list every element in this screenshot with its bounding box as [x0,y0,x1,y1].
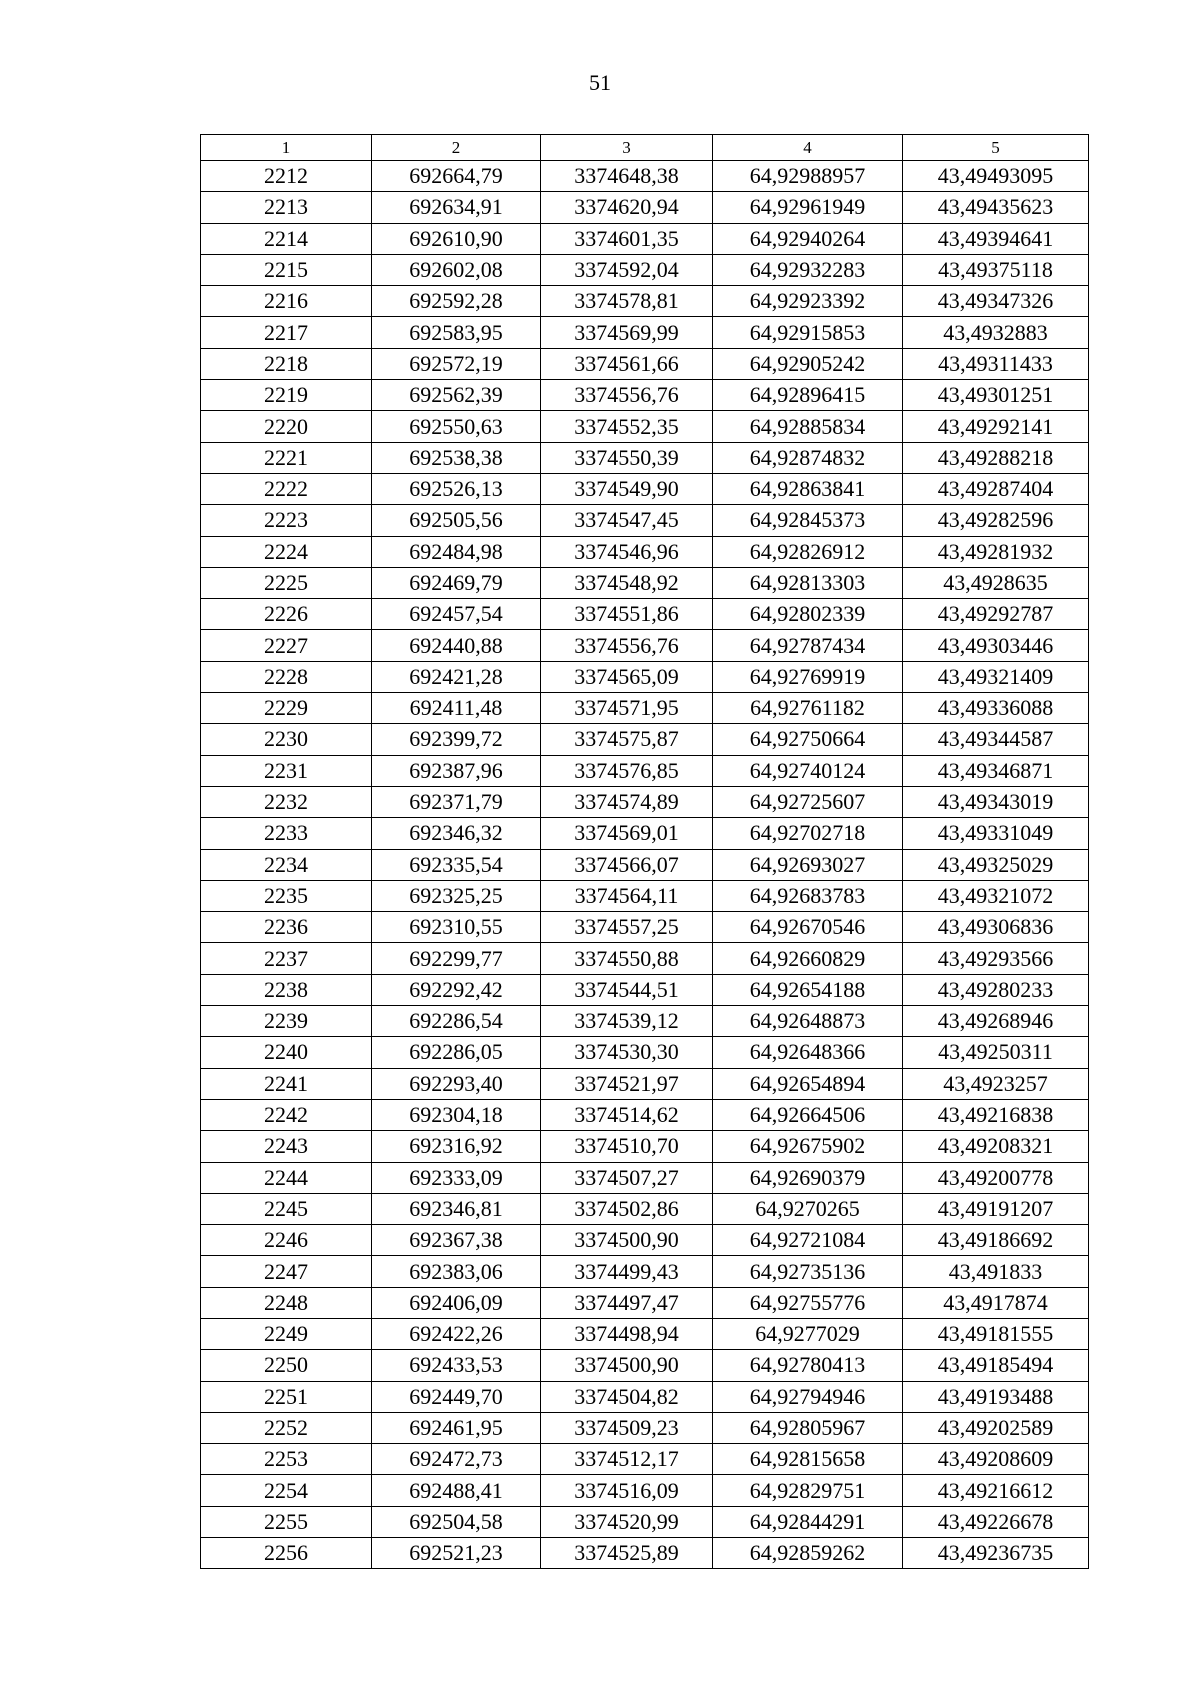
y-coordinate-cell: 3374565,09 [541,661,713,692]
longitude-cell: 43,4932883 [903,317,1089,348]
longitude-cell: 43,49292141 [903,411,1089,442]
longitude-cell: 43,49343019 [903,786,1089,817]
table-row [201,536,1089,567]
y-coordinate-cell: 3374557,25 [541,912,713,943]
table-row [201,411,1089,442]
table-row [201,1037,1089,1068]
longitude-cell: 43,49301251 [903,380,1089,411]
latitude-cell: 64,92648366 [713,1037,903,1068]
y-coordinate-cell: 3374498,94 [541,1318,713,1349]
longitude-cell: 43,49216612 [903,1475,1089,1506]
longitude-cell: 43,4928635 [903,567,1089,598]
y-coordinate-cell: 3374547,45 [541,505,713,536]
y-coordinate-cell: 3374578,81 [541,286,713,317]
latitude-cell: 64,92940264 [713,223,903,254]
latitude-cell: 64,92769919 [713,661,903,692]
point-number-cell: 2252 [201,1412,372,1443]
x-coordinate-cell: 692411,48 [372,693,541,724]
point-number-cell: 2242 [201,1099,372,1130]
table-row [201,1381,1089,1412]
longitude-cell: 43,49250311 [903,1037,1089,1068]
latitude-cell: 64,92826912 [713,536,903,567]
latitude-cell: 64,92725607 [713,786,903,817]
point-number-cell: 2227 [201,630,372,661]
point-number-cell: 2231 [201,755,372,786]
x-coordinate-cell: 692387,96 [372,755,541,786]
point-number-cell: 2225 [201,567,372,598]
longitude-cell: 43,49311433 [903,348,1089,379]
latitude-cell: 64,92932283 [713,254,903,285]
longitude-cell: 43,4917874 [903,1287,1089,1318]
x-coordinate-cell: 692406,09 [372,1287,541,1318]
table-row [201,1193,1089,1224]
point-number-cell: 2247 [201,1256,372,1287]
x-coordinate-cell: 692333,09 [372,1162,541,1193]
point-number-cell: 2254 [201,1475,372,1506]
longitude-cell: 43,49185494 [903,1350,1089,1381]
x-coordinate-cell: 692299,77 [372,943,541,974]
x-coordinate-cell: 692335,54 [372,849,541,880]
y-coordinate-cell: 3374569,01 [541,818,713,849]
latitude-cell: 64,92690379 [713,1162,903,1193]
longitude-cell: 43,49202589 [903,1412,1089,1443]
longitude-cell: 43,49288218 [903,442,1089,473]
latitude-cell: 64,92988957 [713,161,903,192]
y-coordinate-cell: 3374516,09 [541,1475,713,1506]
longitude-cell: 43,49282596 [903,505,1089,536]
longitude-cell: 43,49303446 [903,630,1089,661]
x-coordinate-cell: 692433,53 [372,1350,541,1381]
table-row [201,849,1089,880]
x-coordinate-cell: 692316,92 [372,1131,541,1162]
point-number-cell: 2246 [201,1225,372,1256]
column-header-1: 1 [201,135,372,161]
y-coordinate-cell: 3374509,23 [541,1412,713,1443]
x-coordinate-cell: 692664,79 [372,161,541,192]
latitude-cell: 64,92905242 [713,348,903,379]
y-coordinate-cell: 3374620,94 [541,192,713,223]
longitude-cell: 43,49281932 [903,536,1089,567]
y-coordinate-cell: 3374502,86 [541,1193,713,1224]
x-coordinate-cell: 692592,28 [372,286,541,317]
longitude-cell: 43,4923257 [903,1068,1089,1099]
longitude-cell: 43,49394641 [903,223,1089,254]
table-row [201,724,1089,755]
longitude-cell: 43,49347326 [903,286,1089,317]
table-row [201,380,1089,411]
y-coordinate-cell: 3374550,39 [541,442,713,473]
table-row [201,912,1089,943]
point-number-cell: 2236 [201,912,372,943]
table-row [201,1131,1089,1162]
x-coordinate-cell: 692484,98 [372,536,541,567]
table-row [201,880,1089,911]
longitude-cell: 43,49236735 [903,1538,1089,1569]
table-row [201,755,1089,786]
latitude-cell: 64,92923392 [713,286,903,317]
longitude-cell: 43,49375118 [903,254,1089,285]
latitude-cell: 64,92961949 [713,192,903,223]
y-coordinate-cell: 3374592,04 [541,254,713,285]
y-coordinate-cell: 3374507,27 [541,1162,713,1193]
point-number-cell: 2235 [201,880,372,911]
point-number-cell: 2226 [201,599,372,630]
y-coordinate-cell: 3374549,90 [541,473,713,504]
x-coordinate-cell: 692286,05 [372,1037,541,1068]
table-row [201,1006,1089,1037]
x-coordinate-cell: 692583,95 [372,317,541,348]
table-row [201,661,1089,692]
y-coordinate-cell: 3374556,76 [541,380,713,411]
coordinates-table [200,134,1089,1569]
point-number-cell: 2220 [201,411,372,442]
y-coordinate-cell: 3374500,90 [541,1225,713,1256]
table-row [201,1068,1089,1099]
y-coordinate-cell: 3374520,99 [541,1506,713,1537]
longitude-cell: 43,49346871 [903,755,1089,786]
y-coordinate-cell: 3374571,95 [541,693,713,724]
x-coordinate-cell: 692634,91 [372,192,541,223]
longitude-cell: 43,49208321 [903,1131,1089,1162]
x-coordinate-cell: 692346,32 [372,818,541,849]
latitude-cell: 64,92654894 [713,1068,903,1099]
latitude-cell: 64,92654188 [713,974,903,1005]
y-coordinate-cell: 3374544,51 [541,974,713,1005]
point-number-cell: 2248 [201,1287,372,1318]
longitude-cell: 43,49191207 [903,1193,1089,1224]
point-number-cell: 2215 [201,254,372,285]
y-coordinate-cell: 3374564,11 [541,880,713,911]
table-body [201,161,1089,1569]
point-number-cell: 2217 [201,317,372,348]
table-row [201,567,1089,598]
point-number-cell: 2249 [201,1318,372,1349]
table-header [201,135,1089,161]
longitude-cell: 43,49435623 [903,192,1089,223]
table-row [201,1225,1089,1256]
point-number-cell: 2216 [201,286,372,317]
column-header-4: 4 [713,135,903,161]
page-number: 51 [589,70,611,95]
y-coordinate-cell: 3374546,96 [541,536,713,567]
latitude-cell: 64,92794946 [713,1381,903,1412]
point-number-cell: 2253 [201,1444,372,1475]
table-row [201,223,1089,254]
latitude-cell: 64,92675902 [713,1131,903,1162]
y-coordinate-cell: 3374576,85 [541,755,713,786]
latitude-cell: 64,92813303 [713,567,903,598]
table-row [201,1318,1089,1349]
table-row [201,1506,1089,1537]
table-row [201,505,1089,536]
longitude-cell: 43,49287404 [903,473,1089,504]
y-coordinate-cell: 3374500,90 [541,1350,713,1381]
y-coordinate-cell: 3374561,66 [541,348,713,379]
x-coordinate-cell: 692457,54 [372,599,541,630]
latitude-cell: 64,9277029 [713,1318,903,1349]
table-row [201,630,1089,661]
x-coordinate-cell: 692421,28 [372,661,541,692]
x-coordinate-cell: 692449,70 [372,1381,541,1412]
longitude-cell: 43,491833 [903,1256,1089,1287]
longitude-cell: 43,49268946 [903,1006,1089,1037]
longitude-cell: 43,49226678 [903,1506,1089,1537]
y-coordinate-cell: 3374497,47 [541,1287,713,1318]
y-coordinate-cell: 3374566,07 [541,849,713,880]
x-coordinate-cell: 692422,26 [372,1318,541,1349]
x-coordinate-cell: 692383,06 [372,1256,541,1287]
x-coordinate-cell: 692304,18 [372,1099,541,1130]
y-coordinate-cell: 3374550,88 [541,943,713,974]
table-row [201,1162,1089,1193]
point-number-cell: 2238 [201,974,372,1005]
latitude-cell: 64,92845373 [713,505,903,536]
x-coordinate-cell: 692367,38 [372,1225,541,1256]
latitude-cell: 64,92802339 [713,599,903,630]
table-row [201,818,1089,849]
table-row [201,442,1089,473]
table-row [201,786,1089,817]
y-coordinate-cell: 3374548,92 [541,567,713,598]
point-number-cell: 2256 [201,1538,372,1569]
point-number-cell: 2255 [201,1506,372,1537]
table-row [201,1287,1089,1318]
longitude-cell: 43,49336088 [903,693,1089,724]
x-coordinate-cell: 692469,79 [372,567,541,598]
point-number-cell: 2229 [201,693,372,724]
latitude-cell: 64,92885834 [713,411,903,442]
table-row [201,161,1089,192]
y-coordinate-cell: 3374552,35 [541,411,713,442]
latitude-cell: 64,92844291 [713,1506,903,1537]
table-row [201,286,1089,317]
y-coordinate-cell: 3374575,87 [541,724,713,755]
longitude-cell: 43,49200778 [903,1162,1089,1193]
x-coordinate-cell: 692325,25 [372,880,541,911]
latitude-cell: 64,92664506 [713,1099,903,1130]
x-coordinate-cell: 692461,95 [372,1412,541,1443]
point-number-cell: 2224 [201,536,372,567]
latitude-cell: 64,92787434 [713,630,903,661]
table-row [201,1099,1089,1130]
longitude-cell: 43,49331049 [903,818,1089,849]
x-coordinate-cell: 692346,81 [372,1193,541,1224]
latitude-cell: 64,92670546 [713,912,903,943]
longitude-cell: 43,49186692 [903,1225,1089,1256]
x-coordinate-cell: 692399,72 [372,724,541,755]
y-coordinate-cell: 3374574,89 [541,786,713,817]
x-coordinate-cell: 692293,40 [372,1068,541,1099]
y-coordinate-cell: 3374551,86 [541,599,713,630]
latitude-cell: 64,92815658 [713,1444,903,1475]
y-coordinate-cell: 3374569,99 [541,317,713,348]
point-number-cell: 2212 [201,161,372,192]
table-row [201,473,1089,504]
x-coordinate-cell: 692610,90 [372,223,541,254]
latitude-cell: 64,92702718 [713,818,903,849]
y-coordinate-cell: 3374525,89 [541,1538,713,1569]
latitude-cell: 64,92805967 [713,1412,903,1443]
latitude-cell: 64,92915853 [713,317,903,348]
table-row [201,1538,1089,1569]
longitude-cell: 43,49292787 [903,599,1089,630]
x-coordinate-cell: 692504,58 [372,1506,541,1537]
latitude-cell: 64,92648873 [713,1006,903,1037]
longitude-cell: 43,49306836 [903,912,1089,943]
point-number-cell: 2239 [201,1006,372,1037]
y-coordinate-cell: 3374510,70 [541,1131,713,1162]
latitude-cell: 64,92896415 [713,380,903,411]
longitude-cell: 43,49325029 [903,849,1089,880]
latitude-cell: 64,92740124 [713,755,903,786]
table-row [201,693,1089,724]
point-number-cell: 2234 [201,849,372,880]
table-row [201,1256,1089,1287]
point-number-cell: 2223 [201,505,372,536]
longitude-cell: 43,49181555 [903,1318,1089,1349]
longitude-cell: 43,49193488 [903,1381,1089,1412]
point-number-cell: 2222 [201,473,372,504]
latitude-cell: 64,92829751 [713,1475,903,1506]
point-number-cell: 2214 [201,223,372,254]
x-coordinate-cell: 692310,55 [372,912,541,943]
column-header-2: 2 [372,135,541,161]
latitude-cell: 64,92859262 [713,1538,903,1569]
table-row [201,254,1089,285]
table-row [201,317,1089,348]
x-coordinate-cell: 692526,13 [372,473,541,504]
latitude-cell: 64,92721084 [713,1225,903,1256]
point-number-cell: 2250 [201,1350,372,1381]
longitude-cell: 43,49208609 [903,1444,1089,1475]
latitude-cell: 64,92683783 [713,880,903,911]
latitude-cell: 64,92874832 [713,442,903,473]
x-coordinate-cell: 692538,38 [372,442,541,473]
table-row [201,1350,1089,1381]
x-coordinate-cell: 692472,73 [372,1444,541,1475]
y-coordinate-cell: 3374601,35 [541,223,713,254]
y-coordinate-cell: 3374530,30 [541,1037,713,1068]
y-coordinate-cell: 3374521,97 [541,1068,713,1099]
latitude-cell: 64,92735136 [713,1256,903,1287]
x-coordinate-cell: 692292,42 [372,974,541,1005]
x-coordinate-cell: 692572,19 [372,348,541,379]
y-coordinate-cell: 3374512,17 [541,1444,713,1475]
column-header-5: 5 [903,135,1089,161]
longitude-cell: 43,49493095 [903,161,1089,192]
point-number-cell: 2221 [201,442,372,473]
x-coordinate-cell: 692602,08 [372,254,541,285]
latitude-cell: 64,92750664 [713,724,903,755]
y-coordinate-cell: 3374499,43 [541,1256,713,1287]
point-number-cell: 2237 [201,943,372,974]
point-number-cell: 2241 [201,1068,372,1099]
point-number-cell: 2219 [201,380,372,411]
y-coordinate-cell: 3374504,82 [541,1381,713,1412]
x-coordinate-cell: 692488,41 [372,1475,541,1506]
point-number-cell: 2218 [201,348,372,379]
point-number-cell: 2213 [201,192,372,223]
longitude-cell: 43,49280233 [903,974,1089,1005]
longitude-cell: 43,49344587 [903,724,1089,755]
x-coordinate-cell: 692286,54 [372,1006,541,1037]
y-coordinate-cell: 3374556,76 [541,630,713,661]
point-number-cell: 2245 [201,1193,372,1224]
latitude-cell: 64,9270265 [713,1193,903,1224]
table-row [201,348,1089,379]
table-row [201,974,1089,1005]
latitude-cell: 64,92780413 [713,1350,903,1381]
table-row [201,1412,1089,1443]
latitude-cell: 64,92863841 [713,473,903,504]
x-coordinate-cell: 692371,79 [372,786,541,817]
point-number-cell: 2243 [201,1131,372,1162]
point-number-cell: 2232 [201,786,372,817]
table-row [201,943,1089,974]
point-number-cell: 2233 [201,818,372,849]
y-coordinate-cell: 3374648,38 [541,161,713,192]
column-header-3: 3 [541,135,713,161]
table-row [201,1475,1089,1506]
y-coordinate-cell: 3374539,12 [541,1006,713,1037]
longitude-cell: 43,49321409 [903,661,1089,692]
latitude-cell: 64,92693027 [713,849,903,880]
point-number-cell: 2228 [201,661,372,692]
point-number-cell: 2240 [201,1037,372,1068]
latitude-cell: 64,92755776 [713,1287,903,1318]
latitude-cell: 64,92660829 [713,943,903,974]
y-coordinate-cell: 3374514,62 [541,1099,713,1130]
x-coordinate-cell: 692505,56 [372,505,541,536]
x-coordinate-cell: 692550,63 [372,411,541,442]
latitude-cell: 64,92761182 [713,693,903,724]
point-number-cell: 2251 [201,1381,372,1412]
point-number-cell: 2230 [201,724,372,755]
table-row [201,599,1089,630]
x-coordinate-cell: 692521,23 [372,1538,541,1569]
table-row [201,1444,1089,1475]
table-row [201,192,1089,223]
longitude-cell: 43,49321072 [903,880,1089,911]
longitude-cell: 43,49293566 [903,943,1089,974]
x-coordinate-cell: 692440,88 [372,630,541,661]
point-number-cell: 2244 [201,1162,372,1193]
x-coordinate-cell: 692562,39 [372,380,541,411]
header-row [201,135,1089,161]
longitude-cell: 43,49216838 [903,1099,1089,1130]
